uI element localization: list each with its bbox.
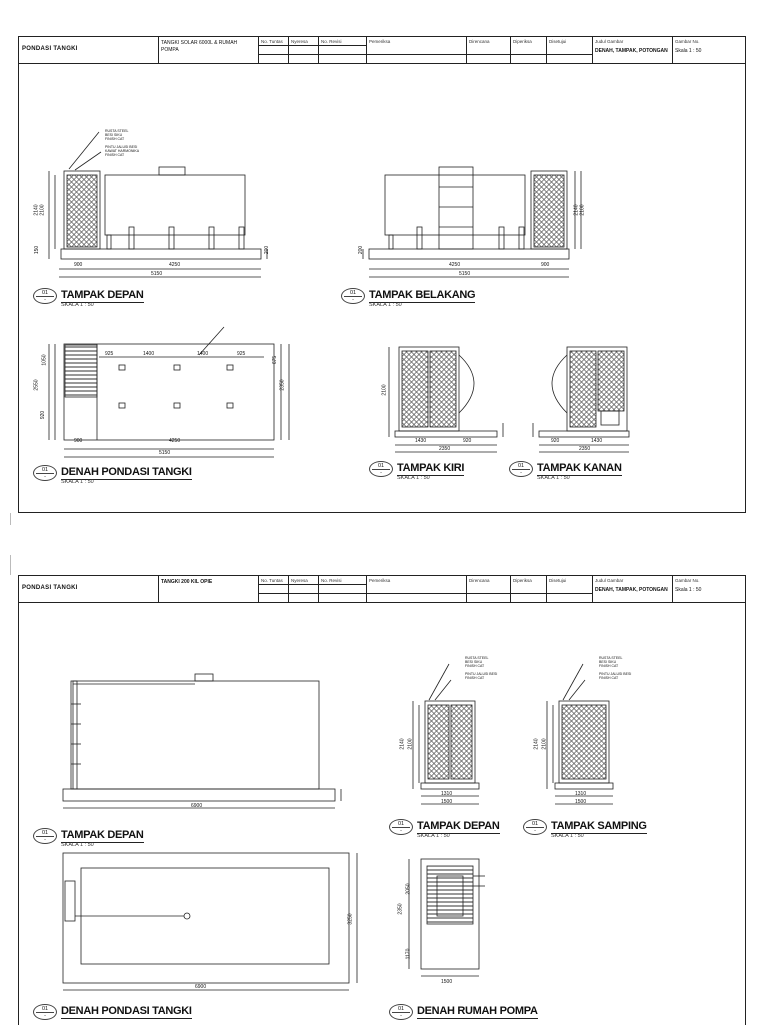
view-label-pump-front: 01 - TAMPAK DEPAN SKALA 1 : 50 [389,819,500,835]
view-title: DENAH PONDASI TANGKI [61,466,192,478]
drawing-type-cell: Judul Gambar DENAH, TAMPAK, POTONGAN [593,37,673,63]
view-title: TAMPAK DEPAN [61,829,144,841]
drawing-sheet-2: PONDASI TANGKI TANGKI 200 KIL OPIE No. Tuntas Nyeresa No. Revisi Pemeriksa Direncana Diperiksa Disetujui Judul Gambar DENAH, TAMPAK, POTONGAN Gambar No. Skala 1 : 50 RUSTA STEEL BESI SIKU FINISH CAT PINTU JALUSI BESI FINISH CAT RUSTA STEEL BESI SIKU FINISH CAT PINTU JALUSI BESI FINISH CAT 6900 6900 3250 2140 2100 1310 1500 2140 2100 1310 1500 2350 2050 1170 1500 01 - TAMPAK DEPAN SKALA 1 : 50 01 - TAMPAK DEPAN SKALA 1 : 50 01 - TAMPAK SAMPING SKALA 1 : 50 01 - DENAH PONDASI TANGKI 01 - DENAH RUMAH POMPA [18,575,746,1025]
view-label-right: 01 - TAMPAK KANAN SKALA 1 : 50 [509,461,622,477]
drawing-type: DENAH, TAMPAK, POTONGAN [595,587,668,593]
sheet-1-drawings [19,37,747,514]
view-label-pump-plan: 01 - DENAH RUMAH POMPA [389,1004,538,1020]
title-block: PONDASI TANGKI TANGKI 200 KIL OPIE No. Tuntas Nyeresa No. Revisi Pemeriksa Direncana Diperiksa Disetujui Judul Gambar DENAH, TAMPAK, POTONGAN Gambar No. Skala 1 : 50 [19,576,745,603]
right-elevation [533,347,629,452]
view-title: DENAH RUMAH POMPA [417,1005,538,1017]
pump-house-plan [409,859,485,976]
view-title: TAMPAK DEPAN [417,820,500,832]
view-label-front: 01 - TAMPAK DEPAN SKALA 1 : 50 [33,288,144,304]
drawing-type: DENAH, TAMPAK, POTONGAN [595,48,668,54]
view-title: TAMPAK DEPAN [61,289,144,301]
view-title: TAMPAK SAMPING [551,820,647,832]
tank-foundation-plan-2 [63,853,357,990]
drawing-number-cell: Gambar No. Skala 1 : 50 [675,39,702,54]
view-label-pump-side: 01 - TAMPAK SAMPING SKALA 1 : 50 [523,819,647,835]
sheet-2-drawings [19,576,747,1026]
view-title: TAMPAK BELAKANG [369,289,476,301]
view-label-tank-front: 01 - TAMPAK DEPAN SKALA 1 : 50 [33,828,144,844]
callout-note: RUSTA STEEL BESI SIKU FINISH CAT PINTU JALUSI BESI FINISH CAT [465,656,498,680]
rear-elevation [363,167,581,277]
tank-front-elevation [63,674,341,808]
callout-note: RUSTA STEEL BESI SIKU FINISH CAT PINTU JALUSI BESI FINISH CAT [599,656,632,680]
view-title: TAMPAK KIRI [397,462,465,474]
view-label-rear: 01 - TAMPAK BELAKANG SKALA 1 : 50 [341,288,475,304]
drawing-number-cell: Gambar No. Skala 1 : 50 [675,578,702,593]
drawing-type-cell: Judul Gambar DENAH, TAMPAK, POTONGAN [593,576,673,602]
pump-house-front-elevation [413,664,479,804]
project-name: PONDASI TANGKI [22,585,78,591]
drawing-title: TANGKI 200 KIL OPIE [161,579,213,585]
project-name: PONDASI TANGKI [22,46,78,52]
front-elevation [49,132,267,277]
title-block: PONDASI TANGKI TANGKI SOLAR 6000L & RUMAH POMPA No. Tuntas Nyeresa No. Revisi Pemeriksa Direncana Diperiksa Disetujui Judul Gambar DENAH, TAMPAK, POTONGAN Gambar No. Skala 1 : 50 [19,37,745,64]
drawing-title: TANGKI SOLAR 6000L & RUMAH POMPA [161,40,238,53]
drawing-scale: Skala 1 : 50 [675,48,702,54]
view-label-tank-foundation: 01 - DENAH PONDASI TANGKI [33,1004,192,1020]
view-title: TAMPAK KANAN [537,462,622,474]
drawing-sheet-1: PONDASI TANGKI TANGKI SOLAR 6000L & RUMAH POMPA No. Tuntas Nyeresa No. Revisi Pemeriksa Direncana Diperiksa Disetujui Judul Gambar DENAH, TAMPAK, POTONGAN Gambar No. Skala 1 : 50 RUSTA STEEL BESI SIKU FINISH CAT PINTU JALUSI BESI KAWAT HARMONIKA FINISH CAT 900 4250 5150 2140 2100 150 200 4250 900 5150 2140 2100 200 925 1400 1400 925 900 4250 5150 2550 1050 920 2350 675 2100 1430 920 2350 920 1430 2350 01 - TAMPAK DEPAN SKALA 1 : 50 01 - TAMPAK BELAKANG SKALA 1 : 50 01 - DENAH PONDASI TANGKI SKALA 1 : 50 01 - TAMPAK KIRI SKALA 1 : 50 01 - TAMPAK KANAN SKALA 1 : 50 [18,36,746,513]
view-title: DENAH PONDASI TANGKI [61,1005,192,1017]
callout-note: RUSTA STEEL BESI SIKU FINISH CAT PINTU JALUSI BESI KAWAT HARMONIKA FINISH CAT [105,129,140,157]
view-label-left: 01 - TAMPAK KIRI SKALA 1 : 50 [369,461,464,477]
pump-house-side-elevation [547,664,613,804]
left-elevation [389,347,503,452]
drawing-scale: Skala 1 : 50 [675,587,702,593]
view-label-foundation-plan: 01 - DENAH PONDASI TANGKI SKALA 1 : 50 [33,465,192,481]
